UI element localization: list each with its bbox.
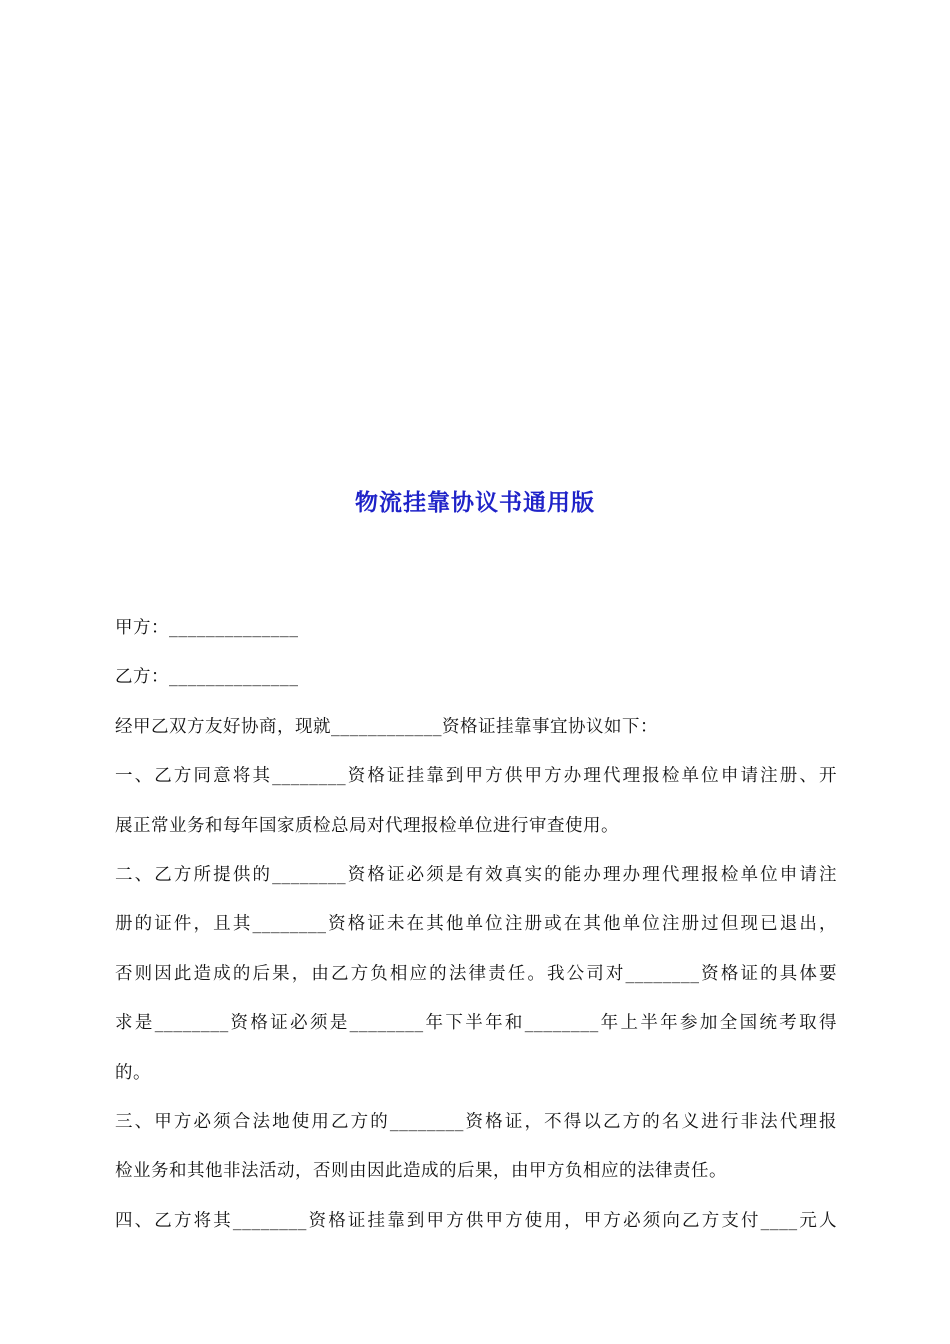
party-b-line: 乙方：______________: [115, 667, 299, 688]
clause-3-line-1: 三、甲方必须合法地使用乙方的________资格证，不得以乙方的名义进行非法代理报: [115, 1112, 837, 1133]
party-a-line: 甲方：______________: [115, 618, 299, 638]
clause-1-line-2: 展正常业务和每年国家质检总局对代理报检单位进行审查使用。: [115, 815, 619, 836]
clause-2-line-2: 册的证件，且其________资格证未在其他单位注册或在其他单位注册过但现已退出，: [115, 914, 837, 935]
intro-line: 经甲乙双方友好协商，现就____________资格证挂靠事宜协议如下：: [115, 716, 658, 737]
document-body: [115, 604, 837, 1246]
clause-2-line-3: 否则因此造成的后果，由乙方负相应的法律责任。我公司对________资格证的具体要: [115, 963, 837, 984]
clause-4-line-1: 四、乙方将其________资格证挂靠到甲方供甲方使用，甲方必须向乙方支付____元人: [115, 1210, 837, 1231]
clause-2-line-1: 二、乙方所提供的________资格证必须是有效真实的能办理办理代理报检单位申请注: [115, 865, 837, 886]
document-title: 物流挂靠协议书通用版: [355, 489, 595, 516]
clause-3-line-2: 检业务和其他非法活动，否则由因此造成的后果，由甲方负相应的法律责任。: [115, 1161, 727, 1182]
clause-2-line-5: 的。: [115, 1062, 151, 1083]
clause-2-line-4: 求是________资格证必须是________年下半年和________年上半年参加全国统考取得: [115, 1013, 837, 1034]
clause-1-line-1: 一、乙方同意将其________资格证挂靠到甲方供甲方办理代理报检单位申请注册、开: [115, 766, 837, 787]
